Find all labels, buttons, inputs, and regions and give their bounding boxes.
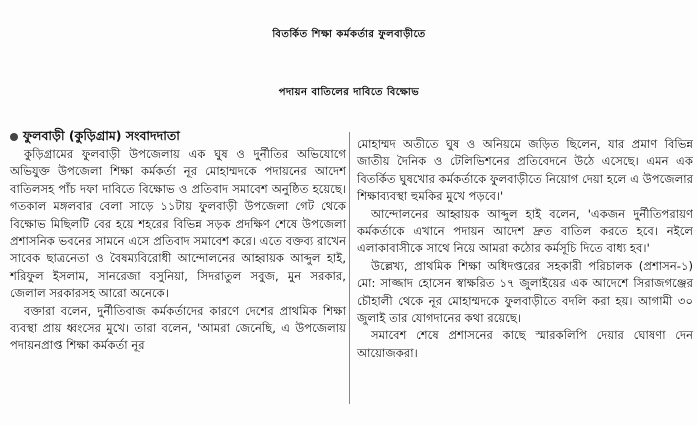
- headline-line-1: বিতর্কিত শিক্ষা কর্মকর্তার ফুলবাড়ীতে: [272, 29, 426, 40]
- paragraph: মোহাম্মদ অতীতে ঘুষ ও অনিয়মে জড়িত ছিলেন, যার প্রমাণ বিভিন্ন জাতীয় দৈনিক ও টেলিভিশনের প্রতিবেদনে উঠে এসেছে। এমন এক বিতর্কিত ঘুষখোর কর্মকর্তাকে ফুলবাড়ীতে নিয়োগ দেয়া হলে এ উপজেলার শিক্ষাব্যবস্থা হুমকির মুখে পড়বে।': [357, 137, 693, 204]
- byline-text: ফুলবাড়ী (কুড়িগ্রাম) সংবাদদাতা: [23, 128, 180, 143]
- article-column-right: [357, 136, 693, 362]
- paragraph: কুড়িগ্রামের ফুলবাড়ী উপজেলায় এক ঘুষ ও দুর্নীতির অভিযোগে অভিযুক্ত উপজেলা শিক্ষা কর্মকর্তা নূর মোহাম্মদকে পদায়নের আদেশ বাতিলসহ পাঁচ দফা দাবিতে বিক্ষোভ ও প্রতিবাদ সমাবেশ অনুষ্ঠিত হয়েছে। গতকাল মঙ্গলবার বেলা সাড়ে ১১টায় ফুলবাড়ী উপজেলা গেট থেকে বিক্ষোভ মিছিলটি বের হয়ে শহরের বিভিন্ন সড়ক প্রদক্ষিণ শেষে উপজেলা প্রশাসনিক ভবনের সামনে এসে প্রতিবাদ সমাবেশ করে। এতে বক্তব্য রাখেন সাবেক ছাত্রনেতা ও বৈষম্যবিরোধী আন্দোলনের আহ্বায়ক আব্দুল হাই, শরিফুল ইসলাম, সানরেজা বসুনিয়া, সিদরাতুল সবুজ, মুন সরকার, জেলাল সরকারসহ আরো অনেকে।: [10, 147, 346, 301]
- paragraph: সমাবেশ শেষে প্রশাসনের কাছে স্মারকলিপি দেয়ার ঘোষণা দেন আয়োজকরা।: [357, 328, 693, 360]
- column-divider: [349, 132, 350, 404]
- byline: [10, 128, 180, 148]
- paragraph: আন্দোলনের আহ্বায়ক আব্দুল হাই বলেন, 'একজন দুর্নীতিপরায়ণ কর্মকর্তাকে এখানে পদায়ন আদেশ দ্রুত বাতিল করতে হবে। নইলে এলাকাবাসীকে সাথে নিয়ে আমরা কঠোর কর্মসূচি দিতে বাধ্য হব।': [357, 206, 693, 256]
- paragraph: বক্তারা বলেন, দুর্নীতিবাজ কর্মকর্তাদের কারণে দেশের প্রাথমিক শিক্ষা ব্যবস্থা প্রায় ধ্বংসের মুখে। তারা বলেন, 'আমরা জেনেছি, এ উপজেলায় পদায়নপ্রাপ্ত শিক্ষা কর্মকর্তা নূর: [10, 303, 346, 353]
- headline-line-2: পদায়ন বাতিলের দাবিতে বিক্ষোভ: [278, 87, 420, 98]
- paragraph: উল্লেখ্য, প্রাথমিক শিক্ষা অধিদপ্তরের সহকারী পরিচালক (প্রশাসন-১) মো: সাজ্জাদ হোসেন স্বাক্ষরিত ১৭ জুলাইয়ের এক আদেশে সিরাজগঞ্জের চৌহালী থেকে নূর মোহাম্মদকে ফুলবাড়ীতে বদলি করা হয়। আগামী ৩০ জুলাই তার যোগদানের কথা রয়েছে।: [357, 258, 693, 326]
- article-column-left: [10, 146, 346, 355]
- bullet-icon: [10, 133, 18, 141]
